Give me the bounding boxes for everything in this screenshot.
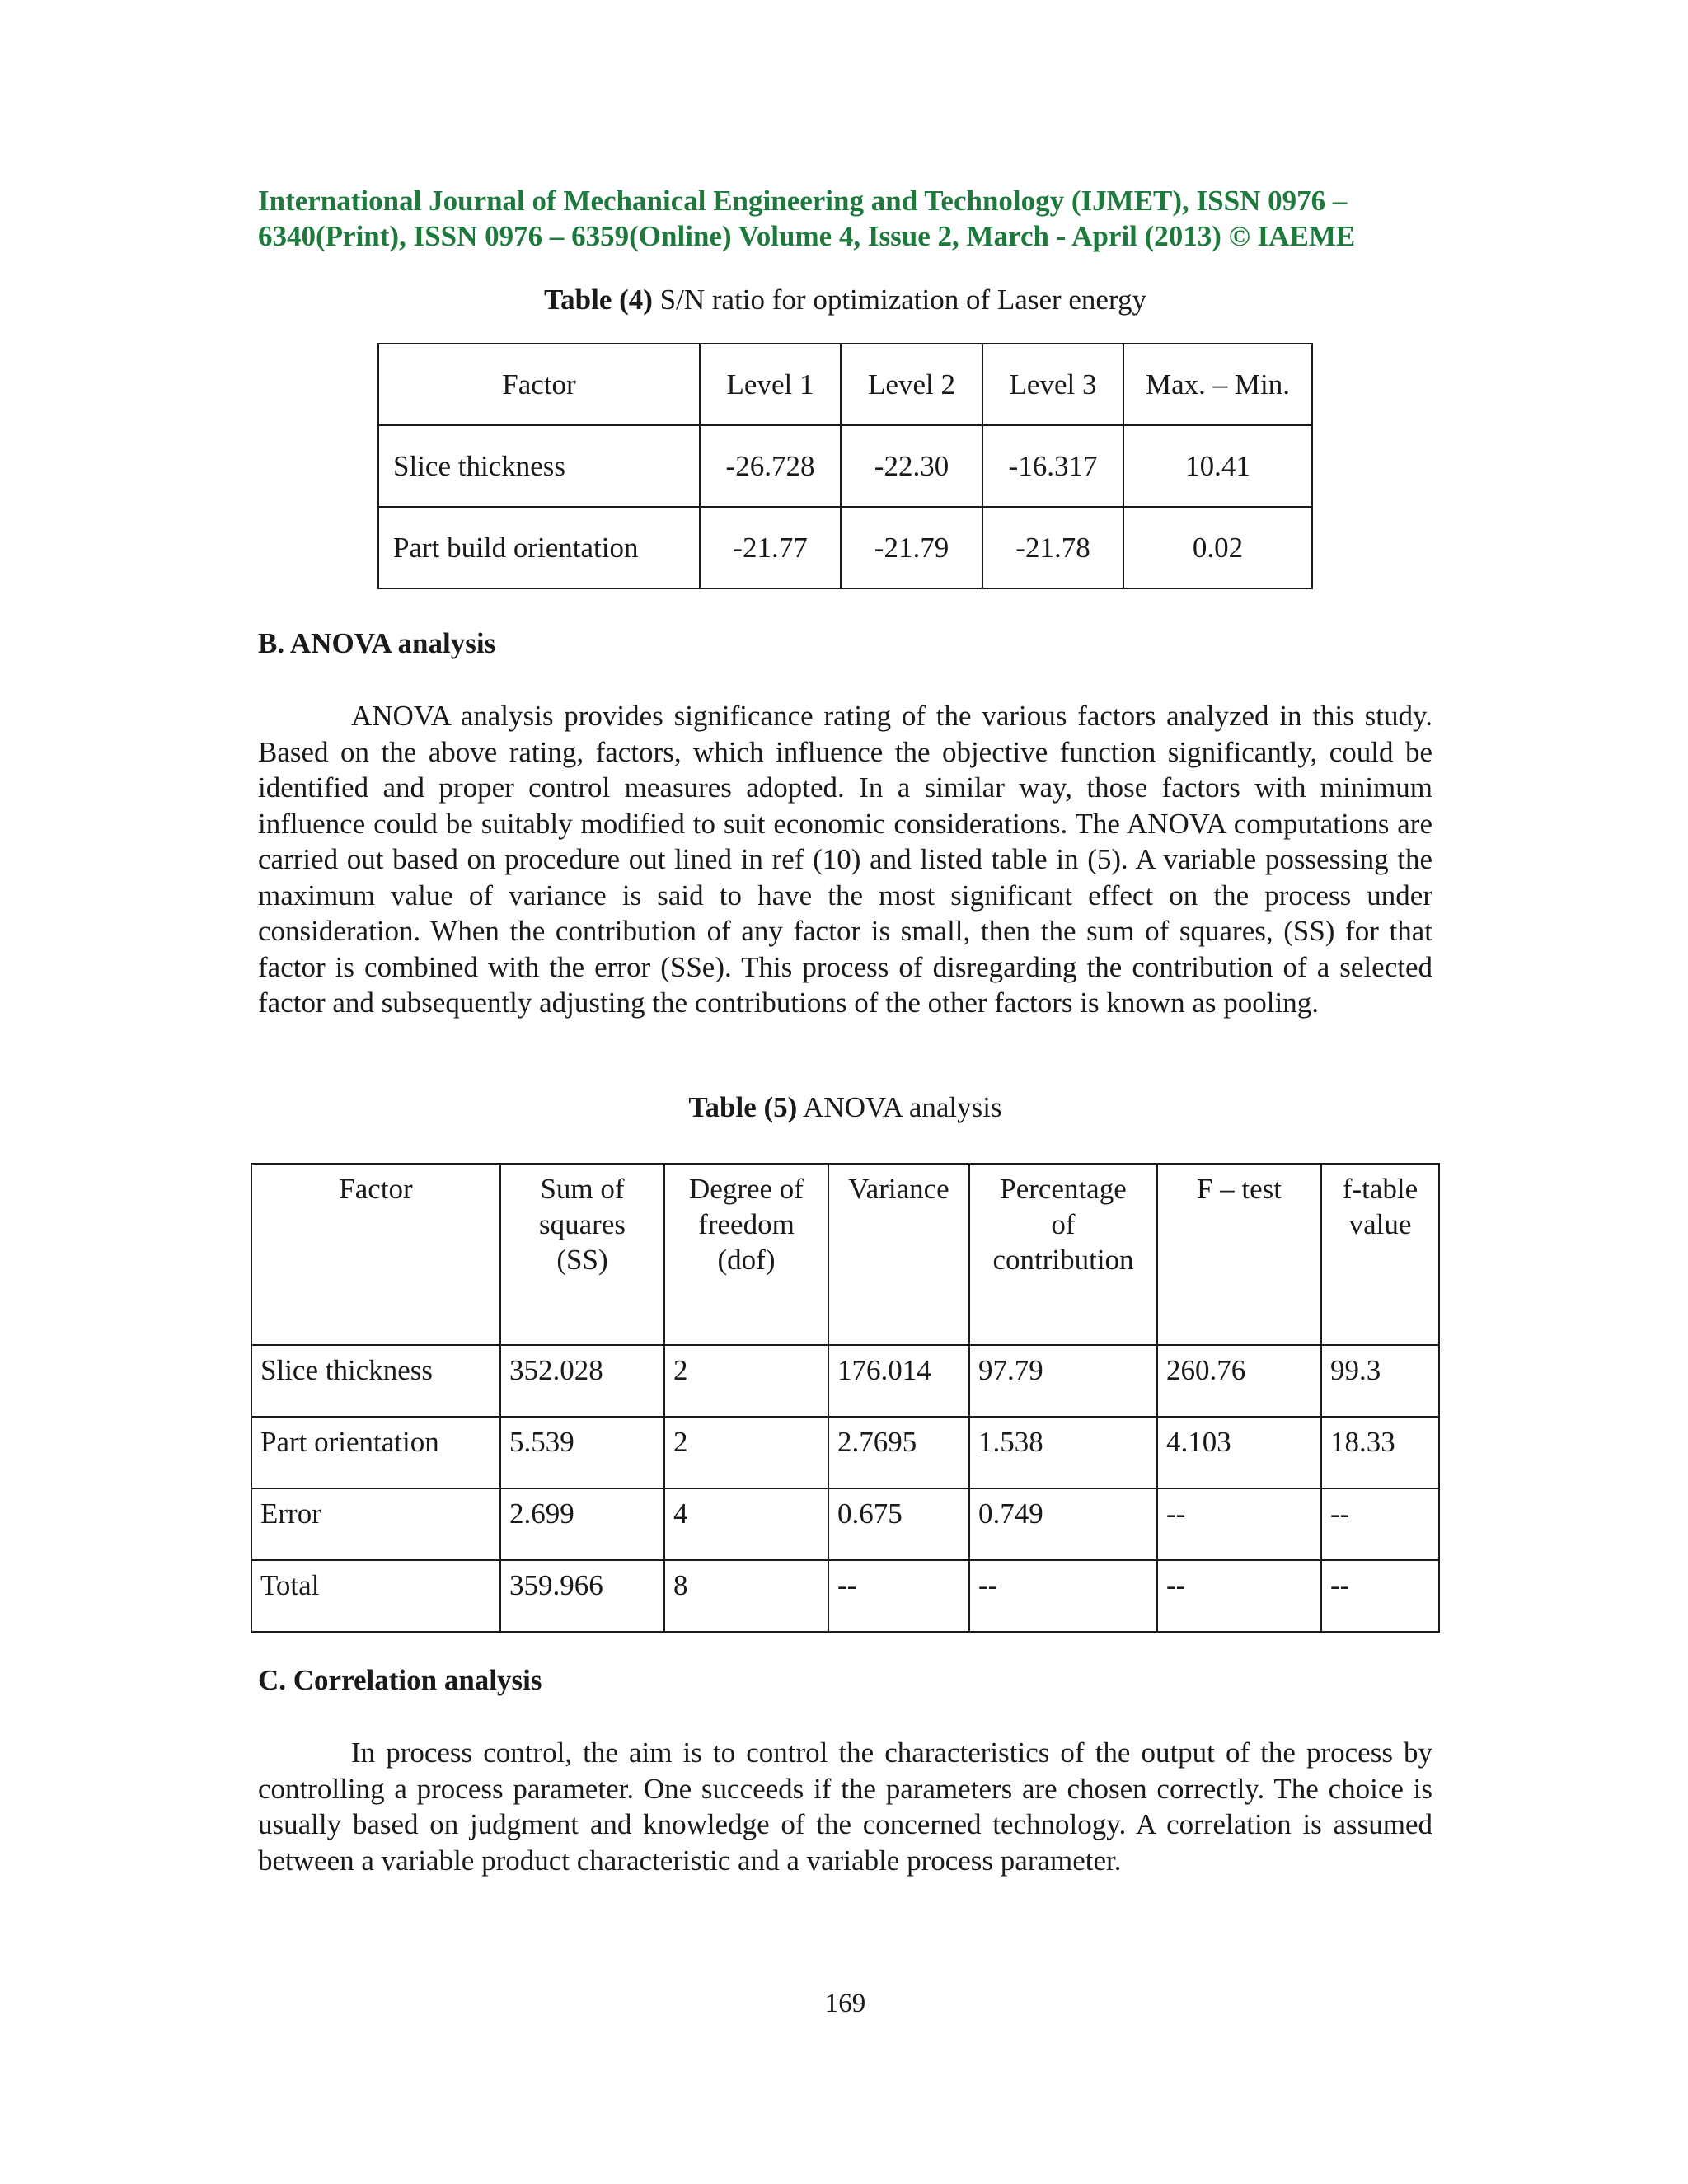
table5-cell: -- [1157, 1488, 1321, 1560]
table4-cell: Part build orientation [378, 507, 700, 588]
table5-cell: Error [251, 1488, 500, 1560]
table5-header-cell [1157, 1164, 1321, 1345]
header-line: freedom [698, 1208, 795, 1240]
page-number: 169 [824, 1989, 866, 2018]
header-line: Degree of [689, 1173, 804, 1205]
table-row [251, 1560, 1439, 1632]
table-row [378, 425, 1312, 507]
table5-cell: 4 [664, 1488, 828, 1560]
table5-cell: 260.76 [1157, 1345, 1321, 1417]
table4-cell: -26.728 [700, 425, 841, 507]
section-c-paragraph: In process control, the aim is to control the characteristics of the output of the process by controlling a process parameter. One succeeds if the parameters are chosen correctly. The choice is usually based on judgment and knowledge of the concerned technology. A correlation is assumed between a variable product characteristic and a variable process parameter. [258, 1736, 1432, 1877]
table4-header-cell: Factor [378, 344, 700, 425]
table-row [251, 1345, 1439, 1417]
table5-cell: 176.014 [828, 1345, 969, 1417]
table5-cell: -- [828, 1560, 969, 1632]
table-row [251, 1417, 1439, 1488]
table5-cell: 99.3 [1321, 1345, 1439, 1417]
table5-header-row [251, 1164, 1439, 1345]
table5-cell: 2 [664, 1417, 828, 1488]
header-line: value [1348, 1208, 1412, 1240]
section-b-heading: B. ANOVA analysis [258, 627, 496, 659]
table5-cell: 359.966 [500, 1560, 664, 1632]
header-line: (dof) [717, 1244, 776, 1276]
table5-cell: 2.699 [500, 1488, 664, 1560]
table5-cell: 352.028 [500, 1345, 664, 1417]
table5-header-cell [828, 1164, 969, 1345]
table5-cell: -- [1157, 1560, 1321, 1632]
table5-cell: 8 [664, 1560, 828, 1632]
table5-cell: -- [969, 1560, 1157, 1632]
table5-caption-text: ANOVA analysis [797, 1091, 1002, 1123]
table5-cell: Part orientation [251, 1417, 500, 1488]
table5-caption-label: Table (5) [688, 1091, 798, 1123]
table4-caption [258, 283, 1432, 317]
section-b-paragraph: ANOVA analysis provides significance rating of the various factors analyzed in this study. Based on the above rating, factors, which influence the objective function significantly, could be identified and proper control measures adopted. In a similar way, those factors with minimum influence could be suitably modified to suit economic considerations. The ANOVA computations are carried out based on procedure out lined in ref (10) and listed table in (5). A variable possessing the maximum value of variance is said to have the most significant effect on the process under consideration. When the contribution of any factor is small, then the sum of squares, (SS) for that factor is combined with the error (SSe). This process of disregarding the contribution of a selected factor and subsequently adjusting the contributions of the other factors is known as pooling. [258, 700, 1432, 1019]
table5-header-cell [1321, 1164, 1439, 1345]
table5 [251, 1163, 1440, 1633]
journal-header [258, 183, 1432, 254]
table-row [251, 1488, 1439, 1560]
header-line: f-table [1342, 1173, 1418, 1205]
header-line: Percentage [1000, 1173, 1127, 1205]
journal-header-line2: 6340(Print), ISSN 0976 – 6359(Online) Volume 4, Issue 2, March - April (2013) © IAEME [258, 220, 1356, 252]
table4-cell: -21.77 [700, 507, 841, 588]
table4-caption-label: Table (4) [544, 284, 653, 316]
table5-cell: 1.538 [969, 1417, 1157, 1488]
table4-header-row [378, 344, 1312, 425]
table5-caption [258, 1090, 1432, 1125]
table5-cell: 2.7695 [828, 1417, 969, 1488]
table5-cell: 5.539 [500, 1417, 664, 1488]
table4-header-cell: Level 3 [982, 344, 1123, 425]
header-line: F – test [1196, 1173, 1282, 1205]
table5-cell: 4.103 [1157, 1417, 1321, 1488]
table5-cell: -- [1321, 1560, 1439, 1632]
table4-cell: -22.30 [841, 425, 982, 507]
section-c-heading: C. Correlation analysis [258, 1664, 542, 1696]
journal-header-line1: International Journal of Mechanical Engineering and Technology (IJMET), ISSN 0976 – [258, 185, 1348, 217]
table5-cell: 0.749 [969, 1488, 1157, 1560]
header-line: Variance [848, 1173, 950, 1205]
table5-cell: 97.79 [969, 1345, 1157, 1417]
table4-cell: -16.317 [982, 425, 1123, 507]
table4 [377, 343, 1313, 589]
table5-cell: 0.675 [828, 1488, 969, 1560]
table4-cell: 10.41 [1123, 425, 1312, 507]
table5-cell: 18.33 [1321, 1417, 1439, 1488]
header-line: Sum of [540, 1173, 625, 1205]
table4-header-cell: Level 2 [841, 344, 982, 425]
table4-header-cell: Max. – Min. [1123, 344, 1312, 425]
table5-cell: 2 [664, 1345, 828, 1417]
table4-cell: 0.02 [1123, 507, 1312, 588]
table5-cell: Total [251, 1560, 500, 1632]
table5-header-cell [664, 1164, 828, 1345]
table5-cell: Slice thickness [251, 1345, 500, 1417]
header-line: (SS) [556, 1244, 608, 1276]
header-line: of [1051, 1208, 1076, 1240]
header-line: squares [539, 1208, 626, 1240]
table5-header-cell [500, 1164, 664, 1345]
table4-cell: Slice thickness [378, 425, 700, 507]
header-line: Factor [339, 1173, 413, 1205]
header-line: contribution [992, 1244, 1134, 1276]
table4-cell: -21.78 [982, 507, 1123, 588]
table4-caption-text: S/N ratio for optimization of Laser energy [652, 284, 1146, 316]
table4-cell: -21.79 [841, 507, 982, 588]
table5-header-cell [969, 1164, 1157, 1345]
table5-cell: -- [1321, 1488, 1439, 1560]
table5-header-cell [251, 1164, 500, 1345]
table4-header-cell: Level 1 [700, 344, 841, 425]
table-row [378, 507, 1312, 588]
